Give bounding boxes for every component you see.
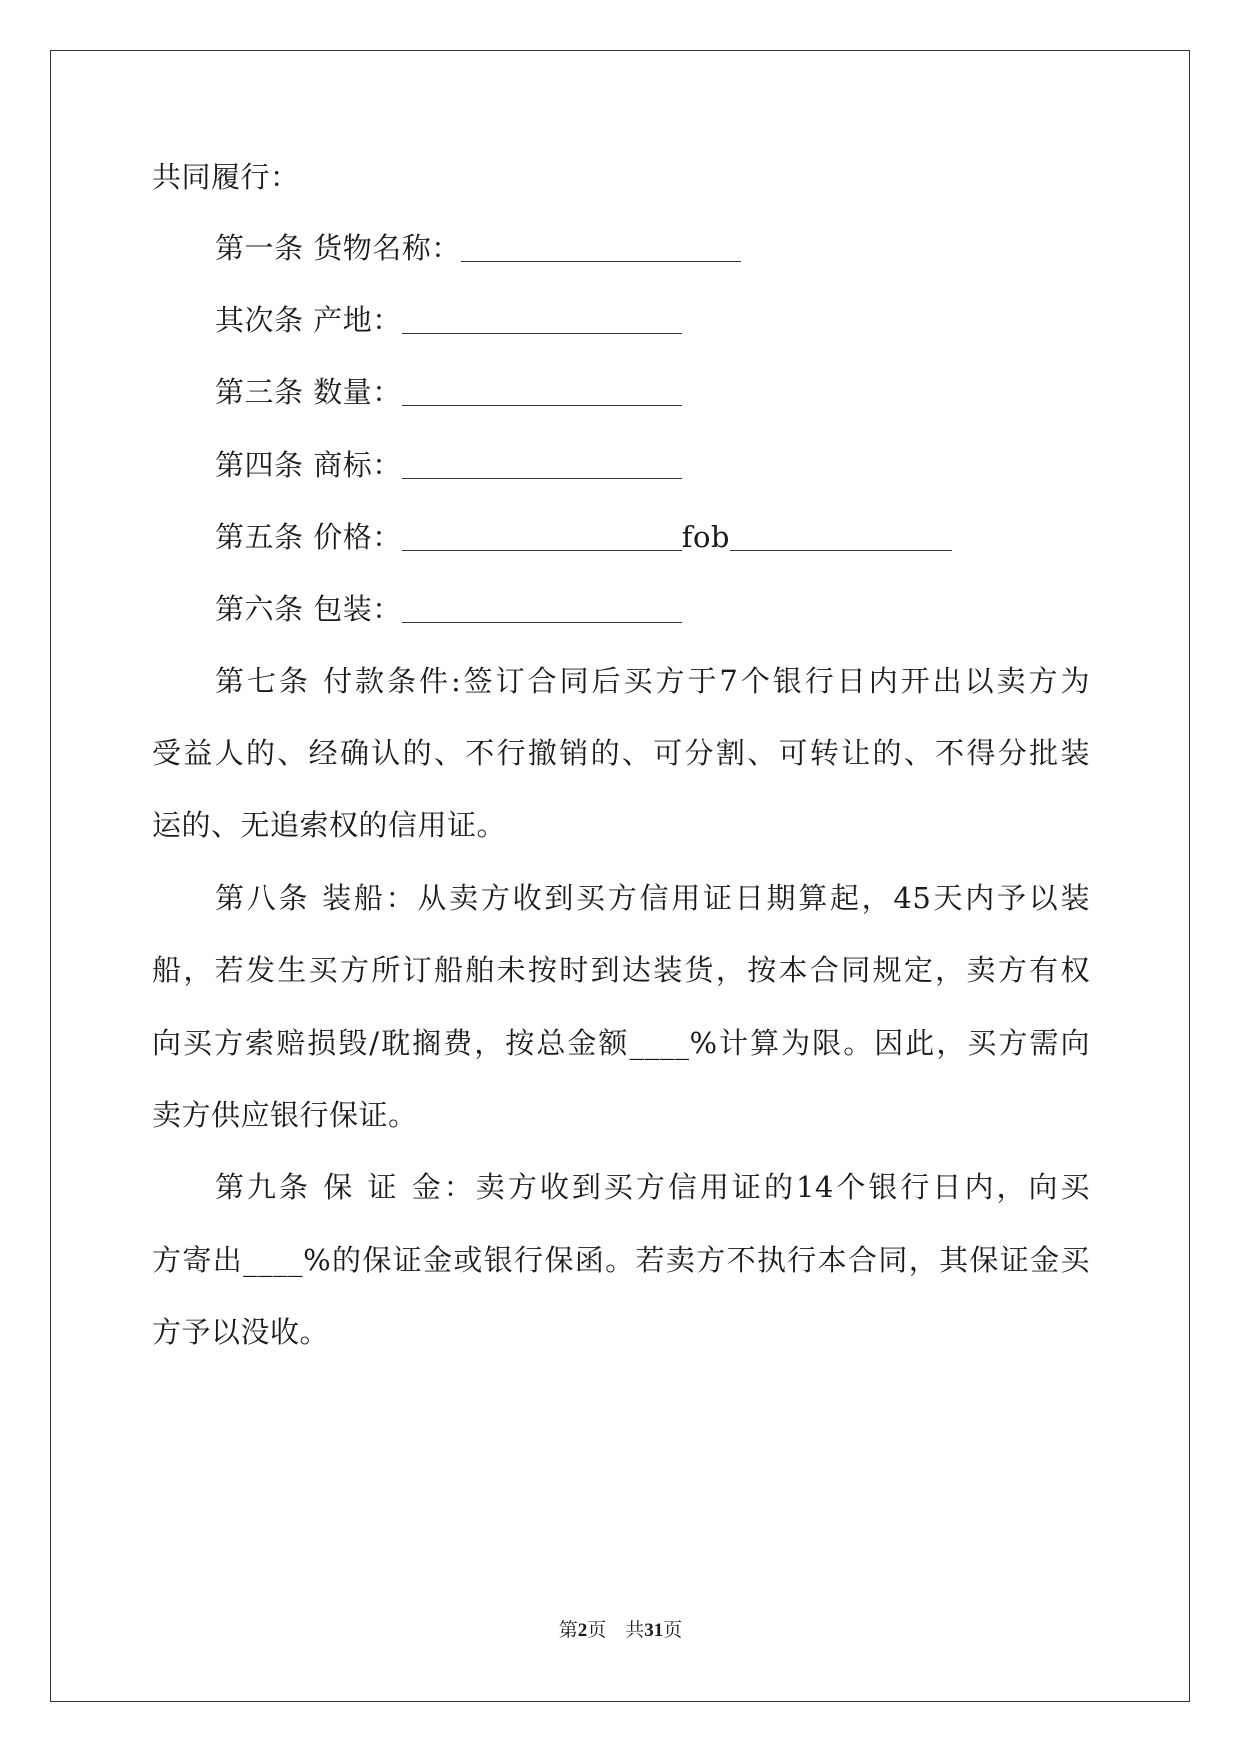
- blank-line: [461, 231, 741, 262]
- article-4-line: [215, 445, 682, 485]
- text-line: 共同履行：: [152, 160, 300, 194]
- article-6-line: [215, 589, 682, 629]
- article-9-line-1: 第九条 保 证 金：卖方收到买方信用证的14个银行日内，向买: [215, 1170, 1090, 1204]
- article-8-line-3: 向买方索赔损毁/耽搁费，按总金额____%计算为限。因此，买方需向: [152, 1026, 1090, 1060]
- footer-mid: 页 共: [587, 1619, 645, 1641]
- page-border: [50, 50, 1190, 1702]
- article-3-label: 第三条 数量：: [215, 375, 402, 409]
- blank-line: [402, 448, 682, 479]
- article-4-label: 第四条 商标：: [215, 448, 402, 482]
- footer-prefix: 第: [558, 1619, 578, 1641]
- blank-line: [402, 375, 682, 406]
- blank-line: [402, 592, 682, 623]
- article-5-line: [215, 517, 952, 557]
- article-7-line-3: 运的、无追索权的信用证。: [152, 808, 507, 842]
- article-1-line: [215, 228, 741, 268]
- article-2-label: 其次条 产地：: [215, 303, 402, 337]
- blank-line: [730, 520, 952, 551]
- article-7-line-1: 第七条 付款条件:签订合同后买方于7个银行日内开出以卖方为: [215, 664, 1090, 698]
- article-8-line-2: 船，若发生买方所订船舶未按时到达装货，按本合同规定，卖方有权: [152, 953, 1090, 987]
- article-8-line-4: 卖方供应银行保证。: [152, 1098, 418, 1132]
- article-9-line-2: 方寄出____%的保证金或银行保函。若卖方不执行本合同，其保证金买: [152, 1243, 1090, 1277]
- fob-term: fob: [681, 520, 730, 554]
- article-6-label: 第六条 包装：: [215, 592, 402, 626]
- blank-line: [402, 303, 682, 334]
- blank-line: [402, 520, 682, 551]
- article-7-line-2: 受益人的、经确认的、不行撤销的、可分割、可转让的、不得分批装: [152, 736, 1090, 770]
- current-page-number: 2: [577, 1620, 588, 1641]
- article-8-line-1: 第八条 装船：从卖方收到买方信用证日期算起，45天内予以装: [215, 881, 1090, 915]
- article-2-line: [215, 300, 682, 340]
- article-1-label: 第一条 货物名称：: [215, 231, 461, 265]
- page-footer: [0, 1617, 1241, 1644]
- total-page-number: 31: [644, 1620, 664, 1641]
- article-5-label: 第五条 价格：: [215, 520, 402, 554]
- article-3-line: [215, 372, 682, 412]
- article-9-line-3: 方予以没收。: [152, 1315, 330, 1349]
- footer-suffix: 页: [663, 1619, 683, 1641]
